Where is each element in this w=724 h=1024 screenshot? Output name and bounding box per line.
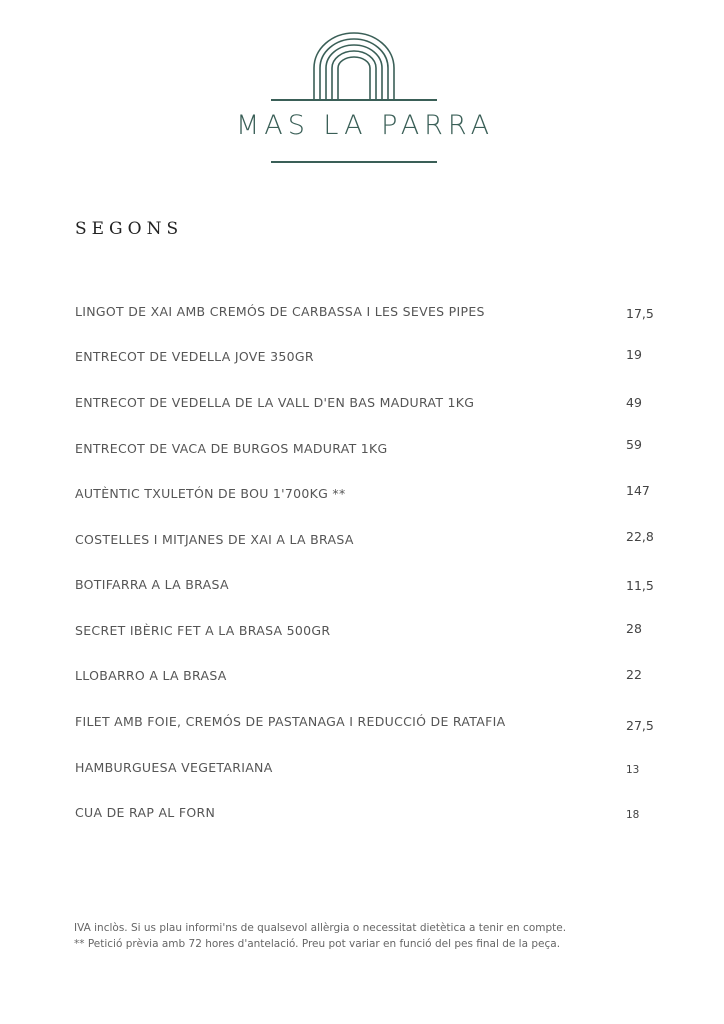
item-name: COSTELLES I MITJANES DE XAI A LA BRASA [75, 532, 354, 547]
item-price: 18 [626, 809, 640, 821]
menu-item [75, 805, 655, 827]
item-name: ENTRECOT DE VEDELLA DE LA VALL D'EN BAS MADURAT 1KG [75, 395, 475, 410]
logo [0, 0, 724, 170]
menu-item [75, 760, 655, 782]
arch-logo-icon [0, 0, 724, 170]
menu-item [75, 714, 655, 736]
item-name: HAMBURGUESA VEGETARIANA [75, 760, 273, 775]
item-price: 17,5 [626, 306, 654, 321]
item-name: BOTIFARRA A LA BRASA [75, 577, 229, 592]
item-price: 22,8 [626, 529, 654, 544]
item-name: FILET AMB FOIE, CREMÓS DE PASTANAGA I REDUCCIÓ DE RATAFIA [75, 714, 506, 729]
item-price: 147 [626, 483, 650, 498]
menu-item [75, 395, 655, 417]
footer-vat-note: IVA inclòs. Si us plau informi'ns de qualsevol allèrgia o necessitat dietètica a tenir en compte. [74, 922, 567, 934]
item-price: 28 [626, 621, 642, 636]
section-title: SEGONS [75, 219, 184, 239]
item-name: ENTRECOT DE VACA DE BURGOS MADURAT 1KG [75, 441, 388, 456]
item-price: 59 [626, 437, 642, 452]
menu-item [75, 668, 655, 690]
menu-item [75, 304, 655, 326]
item-price: 49 [626, 395, 642, 410]
footer-order-note: ** Petició prèvia amb 72 hores d'antelació. Preu pot variar en funció del pes final de la peça. [74, 938, 561, 950]
item-price: 22 [626, 667, 642, 682]
menu-item [75, 577, 655, 599]
item-price: 19 [626, 347, 642, 362]
menu-item [75, 483, 655, 508]
item-price: 27,5 [626, 718, 654, 733]
item-name: SECRET IBÈRIC FET A LA BRASA 500GR [75, 623, 331, 638]
menu-item [75, 349, 655, 371]
menu-item [75, 437, 655, 463]
menu-item [75, 529, 655, 554]
item-name: CUA DE RAP AL FORN [75, 805, 216, 820]
brand-name: MAS LA PARRA [235, 110, 495, 141]
item-price: 13 [626, 764, 640, 776]
item-name: AUTÈNTIC TXULETÓN DE BOU 1'700KG ** [75, 486, 346, 501]
item-name: LLOBARRO A LA BRASA [75, 668, 227, 683]
item-name: ENTRECOT DE VEDELLA JOVE 350GR [75, 349, 314, 364]
menu-item [75, 623, 655, 645]
footer-notes [74, 920, 566, 952]
item-name: LINGOT DE XAI AMB CREMÓS DE CARBASSA I LES SEVES PIPES [75, 304, 485, 319]
item-price: 11,5 [626, 578, 654, 593]
